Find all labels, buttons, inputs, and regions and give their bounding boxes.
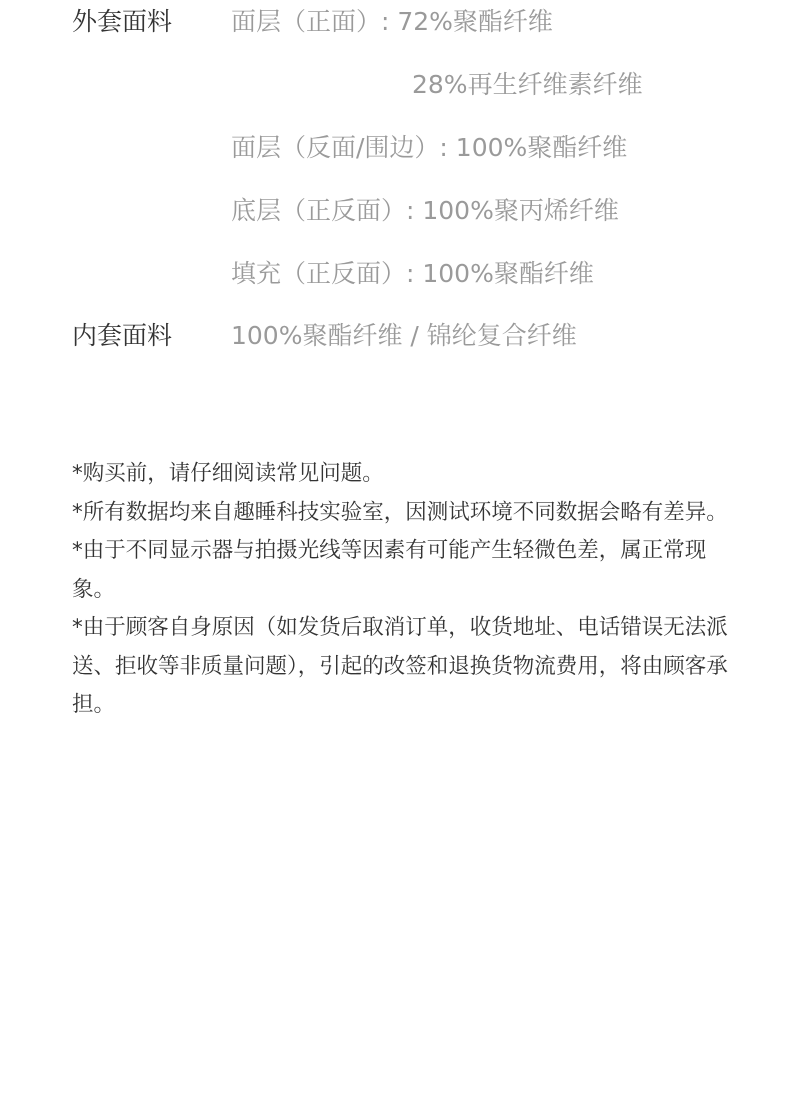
notes-section [72, 455, 732, 725]
outer-fabric-line: 填充（正反面）: 100%聚酯纤维 [231, 259, 594, 288]
inner-fabric-label: 内套面料 [72, 321, 173, 350]
inner-fabric-value: 100%聚酯纤维 / 锦纶复合纤维 [231, 321, 577, 350]
outer-fabric-line: 面层（正面）: 72%聚酯纤维 [231, 7, 553, 36]
note-return-shipping: *由于顾客自身原因（如发货后取消订单，收货地址、电话错误无法派送、拒收等非质量问题），引起的改签和退换货物流费用，将由顾客承担。 [72, 615, 728, 717]
outer-fabric-label: 外套面料 [72, 7, 173, 36]
note-test-data: *所有数据均来自趣睡科技实验室，因测试环境不同数据会略有差异。 [72, 499, 728, 525]
note-faq: *购买前，请仔细阅读常见问题。 [72, 461, 384, 486]
outer-fabric-line: 底层（正反面）: 100%聚丙烯纤维 [231, 196, 619, 225]
note-color-difference: *由于不同显示器与拍摄光线等因素有可能产生轻微色差，属正常现象。 [72, 538, 707, 602]
outer-fabric-line: 28%再生纤维素纤维 [412, 70, 643, 99]
outer-fabric-line: 面层（反面/围边）: 100%聚酯纤维 [231, 133, 628, 162]
